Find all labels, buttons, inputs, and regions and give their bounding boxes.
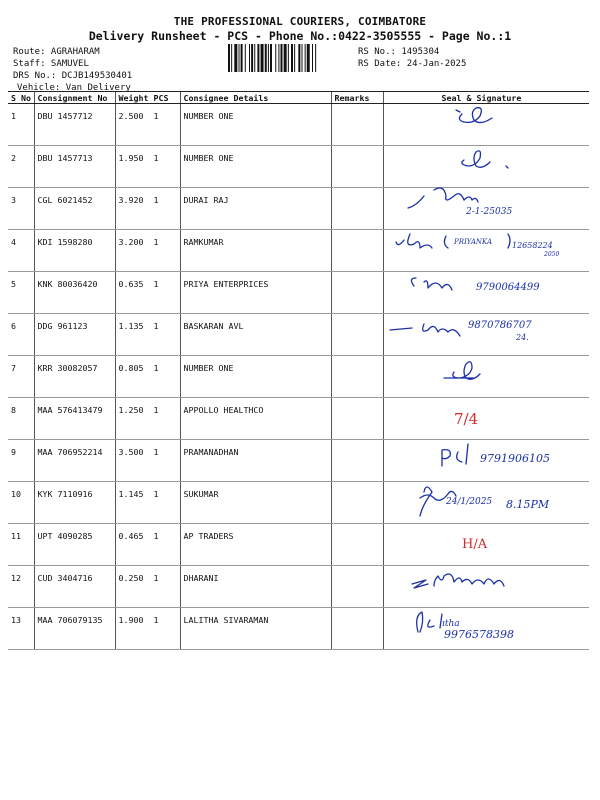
rs-date: RS Date: 24-Jan-2025 <box>358 59 467 69</box>
row-weight-pcs <box>115 440 180 482</box>
barcode-bar <box>261 44 264 72</box>
row-remarks <box>331 566 383 608</box>
row-remarks <box>331 398 383 440</box>
row-consignment-no: KNK 80036420 <box>34 272 115 314</box>
row-consignee: AP TRADERS <box>180 524 331 566</box>
row-consignment-no: CGL 6021452 <box>34 188 115 230</box>
row-consignee: PRIYA ENTERPRICES <box>180 272 331 314</box>
barcode-bar <box>228 44 230 72</box>
barcode-bar <box>231 44 232 72</box>
row-consignment-no: DBU 1457713 <box>34 146 115 188</box>
row-signature <box>383 146 589 188</box>
row-pcs: 1 <box>153 447 159 457</box>
barcode-bar <box>281 44 283 72</box>
barcode-image <box>228 44 354 72</box>
row-pcs: 1 <box>153 405 159 415</box>
col-weight-pcs: Weight PCS <box>115 92 180 104</box>
barcode-bar <box>288 44 289 72</box>
barcode-bar <box>265 44 267 72</box>
svg-text:7/4: 7/4 <box>453 410 478 428</box>
barcode-bar <box>302 44 303 72</box>
row-signature <box>383 524 589 566</box>
row-consignee: DHARANI <box>180 566 331 608</box>
table-row <box>8 482 589 524</box>
row-weight-pcs <box>115 398 180 440</box>
row-sno: 11 <box>8 524 34 566</box>
row-remarks <box>331 314 383 356</box>
row-remarks <box>331 356 383 398</box>
barcode-bar <box>307 44 310 72</box>
row-signature <box>383 230 589 272</box>
row-consignment-no: MAA 706952214 <box>34 440 115 482</box>
signature-scribble <box>384 352 590 390</box>
row-weight: 0.635 <box>118 279 144 289</box>
row-pcs: 1 <box>153 111 159 121</box>
row-consignment-no: DDG 961123 <box>34 314 115 356</box>
row-consignment-no: KDI 1598280 <box>34 230 115 272</box>
row-consignee: NUMBER ONE <box>180 146 331 188</box>
row-remarks <box>331 146 383 188</box>
row-weight: 1.135 <box>118 321 144 331</box>
row-consignee: DURAI RAJ <box>180 188 331 230</box>
row-pcs: 1 <box>153 489 159 499</box>
row-pcs: 1 <box>153 363 159 373</box>
table-row <box>8 146 589 188</box>
barcode-bar <box>298 44 300 72</box>
row-remarks <box>331 230 383 272</box>
row-consignee: PRAMANADHAN <box>180 440 331 482</box>
svg-text:2050: 2050 <box>543 251 559 258</box>
row-pcs: 1 <box>153 279 159 289</box>
row-weight: 0.805 <box>118 363 144 373</box>
table-row <box>8 104 589 146</box>
table-row <box>8 440 589 482</box>
signature-scribble <box>384 226 590 264</box>
row-signature <box>383 356 589 398</box>
svg-text:8.15PM: 8.15PM <box>505 498 549 511</box>
row-weight: 1.250 <box>118 405 144 415</box>
barcode-bar <box>234 44 237 72</box>
svg-text:H/A: H/A <box>461 537 487 552</box>
row-signature <box>383 482 589 524</box>
barcode-bar <box>315 44 316 72</box>
drs-number: DRS No.: DCJB149530401 <box>13 71 133 81</box>
row-signature <box>383 272 589 314</box>
signature-scribble <box>384 184 590 222</box>
runsheet-table <box>8 91 589 650</box>
row-weight: 0.465 <box>118 531 144 541</box>
row-sno: 10 <box>8 482 34 524</box>
row-pcs: 1 <box>153 321 159 331</box>
barcode-bar <box>305 44 306 72</box>
barcode-bar <box>270 44 272 72</box>
row-sno: 6 <box>8 314 34 356</box>
barcode-bar <box>241 44 243 72</box>
row-sno: 3 <box>8 188 34 230</box>
row-weight: 0.250 <box>118 573 144 583</box>
row-pcs: 1 <box>153 237 159 247</box>
row-remarks <box>331 608 383 650</box>
col-consignment: Consignment No <box>34 92 115 104</box>
barcode-bar <box>291 44 293 72</box>
table-row <box>8 230 589 272</box>
row-pcs: 1 <box>153 531 159 541</box>
row-consignment-no: KRR 30082057 <box>34 356 115 398</box>
table-row <box>8 524 589 566</box>
row-sno: 13 <box>8 608 34 650</box>
barcode-bar <box>245 44 246 72</box>
row-remarks <box>331 104 383 146</box>
row-pcs: 1 <box>153 195 159 205</box>
barcode-bar <box>257 44 259 72</box>
vehicle-label: Vehicle: Van Delivery <box>17 83 131 93</box>
row-signature <box>383 566 589 608</box>
row-weight: 3.200 <box>118 237 144 247</box>
row-weight-pcs <box>115 188 180 230</box>
svg-text:2-1-25035: 2-1-25035 <box>465 207 512 217</box>
row-remarks <box>331 482 383 524</box>
table-row <box>8 398 589 440</box>
row-weight-pcs <box>115 272 180 314</box>
row-weight-pcs <box>115 524 180 566</box>
row-weight-pcs <box>115 104 180 146</box>
barcode-bar <box>239 44 240 72</box>
row-weight-pcs <box>115 566 180 608</box>
signature-scribble <box>384 142 590 180</box>
row-consignee: NUMBER ONE <box>180 104 331 146</box>
row-consignment-no: CUD 3404716 <box>34 566 115 608</box>
col-remarks: Remarks <box>331 92 383 104</box>
table-row <box>8 566 589 608</box>
barcode-bar <box>254 44 255 72</box>
row-consignment-no: KYK 7110916 <box>34 482 115 524</box>
row-weight-pcs <box>115 230 180 272</box>
row-sno: 8 <box>8 398 34 440</box>
svg-text:PRIYANKA: PRIYANKA <box>453 238 492 246</box>
signature-scribble <box>384 562 590 600</box>
company-title: THE PROFESSIONAL COURIERS, COIMBATORE <box>173 15 427 28</box>
row-signature <box>383 440 589 482</box>
row-consignment-no: MAA 706079135 <box>34 608 115 650</box>
col-consignee: Consignee Details <box>180 92 331 104</box>
staff-label: Staff: SAMUVEL <box>13 59 89 69</box>
row-weight: 1.145 <box>118 489 144 499</box>
signature-scribble <box>384 604 590 642</box>
runsheet-subtitle: Delivery Runsheet - PCS - Phone No.:0422-3505555 - Page No.:1 <box>88 29 512 43</box>
signature-scribble <box>384 100 590 138</box>
row-weight: 1.900 <box>118 615 144 625</box>
row-consignee: BASKARAN AVL <box>180 314 331 356</box>
barcode-bar <box>268 44 269 72</box>
signature-scribble <box>384 268 590 306</box>
row-signature <box>383 608 589 650</box>
table-row <box>8 272 589 314</box>
row-sno: 12 <box>8 566 34 608</box>
row-remarks <box>331 188 383 230</box>
signature-scribble <box>384 310 590 348</box>
table-row <box>8 608 589 650</box>
row-weight-pcs <box>115 356 180 398</box>
barcode-bar <box>249 44 250 72</box>
row-consignee: RAMKUMAR <box>180 230 331 272</box>
row-consignment-no: MAA 576413479 <box>34 398 115 440</box>
rs-number: RS No.: 1495304 <box>358 47 440 57</box>
table-row <box>8 314 589 356</box>
row-consignee: APPOLLO HEALTHCO <box>180 398 331 440</box>
row-consignee: NUMBER ONE <box>180 356 331 398</box>
row-signature <box>383 104 589 146</box>
col-sno: S No <box>8 92 34 104</box>
svg-text:24.: 24. <box>515 333 529 342</box>
row-pcs: 1 <box>153 615 159 625</box>
row-consignment-no: UPT 4090285 <box>34 524 115 566</box>
row-remarks <box>331 524 383 566</box>
row-pcs: 1 <box>153 153 159 163</box>
barcode-bar <box>312 44 313 72</box>
row-sno: 1 <box>8 104 34 146</box>
svg-text:9791906105: 9791906105 <box>479 452 550 465</box>
svg-text:24/1/2025: 24/1/2025 <box>445 497 492 507</box>
barcode-bar <box>251 44 253 72</box>
barcode-bar <box>284 44 287 72</box>
svg-text:12658224: 12658224 <box>511 241 553 250</box>
signature-scribble <box>384 394 590 432</box>
row-pcs: 1 <box>153 573 159 583</box>
svg-text:9976578398: 9976578398 <box>443 628 514 641</box>
row-sno: 7 <box>8 356 34 398</box>
row-consignment-no: DBU 1457712 <box>34 104 115 146</box>
svg-text:9870786707: 9870786707 <box>467 320 532 331</box>
row-sno: 2 <box>8 146 34 188</box>
row-weight-pcs <box>115 482 180 524</box>
row-sno: 9 <box>8 440 34 482</box>
table-row <box>8 188 589 230</box>
row-weight-pcs <box>115 608 180 650</box>
row-remarks <box>331 440 383 482</box>
signature-scribble <box>384 520 590 558</box>
row-weight: 2.500 <box>118 111 144 121</box>
row-signature <box>383 398 589 440</box>
row-consignee: LALITHA SIVARAMAN <box>180 608 331 650</box>
row-weight: 3.500 <box>118 447 144 457</box>
svg-text:9790064499: 9790064499 <box>475 282 540 293</box>
col-seal-signature: Seal & Signature <box>383 92 589 104</box>
row-sno: 4 <box>8 230 34 272</box>
barcode-bar <box>275 44 276 72</box>
barcode-bar <box>294 44 295 72</box>
row-weight: 1.950 <box>118 153 144 163</box>
row-consignee: SUKUMAR <box>180 482 331 524</box>
row-weight-pcs <box>115 314 180 356</box>
route-label: Route: AGRAHARAM <box>13 47 100 57</box>
row-weight-pcs <box>115 146 180 188</box>
signature-scribble <box>384 478 590 516</box>
barcode-bar <box>278 44 279 72</box>
row-weight: 3.920 <box>118 195 144 205</box>
svg-text:ıtha: ıtha <box>441 619 460 629</box>
row-signature <box>383 188 589 230</box>
signature-scribble <box>384 436 590 474</box>
row-sno: 5 <box>8 272 34 314</box>
table-row <box>8 356 589 398</box>
row-remarks <box>331 272 383 314</box>
row-signature <box>383 314 589 356</box>
